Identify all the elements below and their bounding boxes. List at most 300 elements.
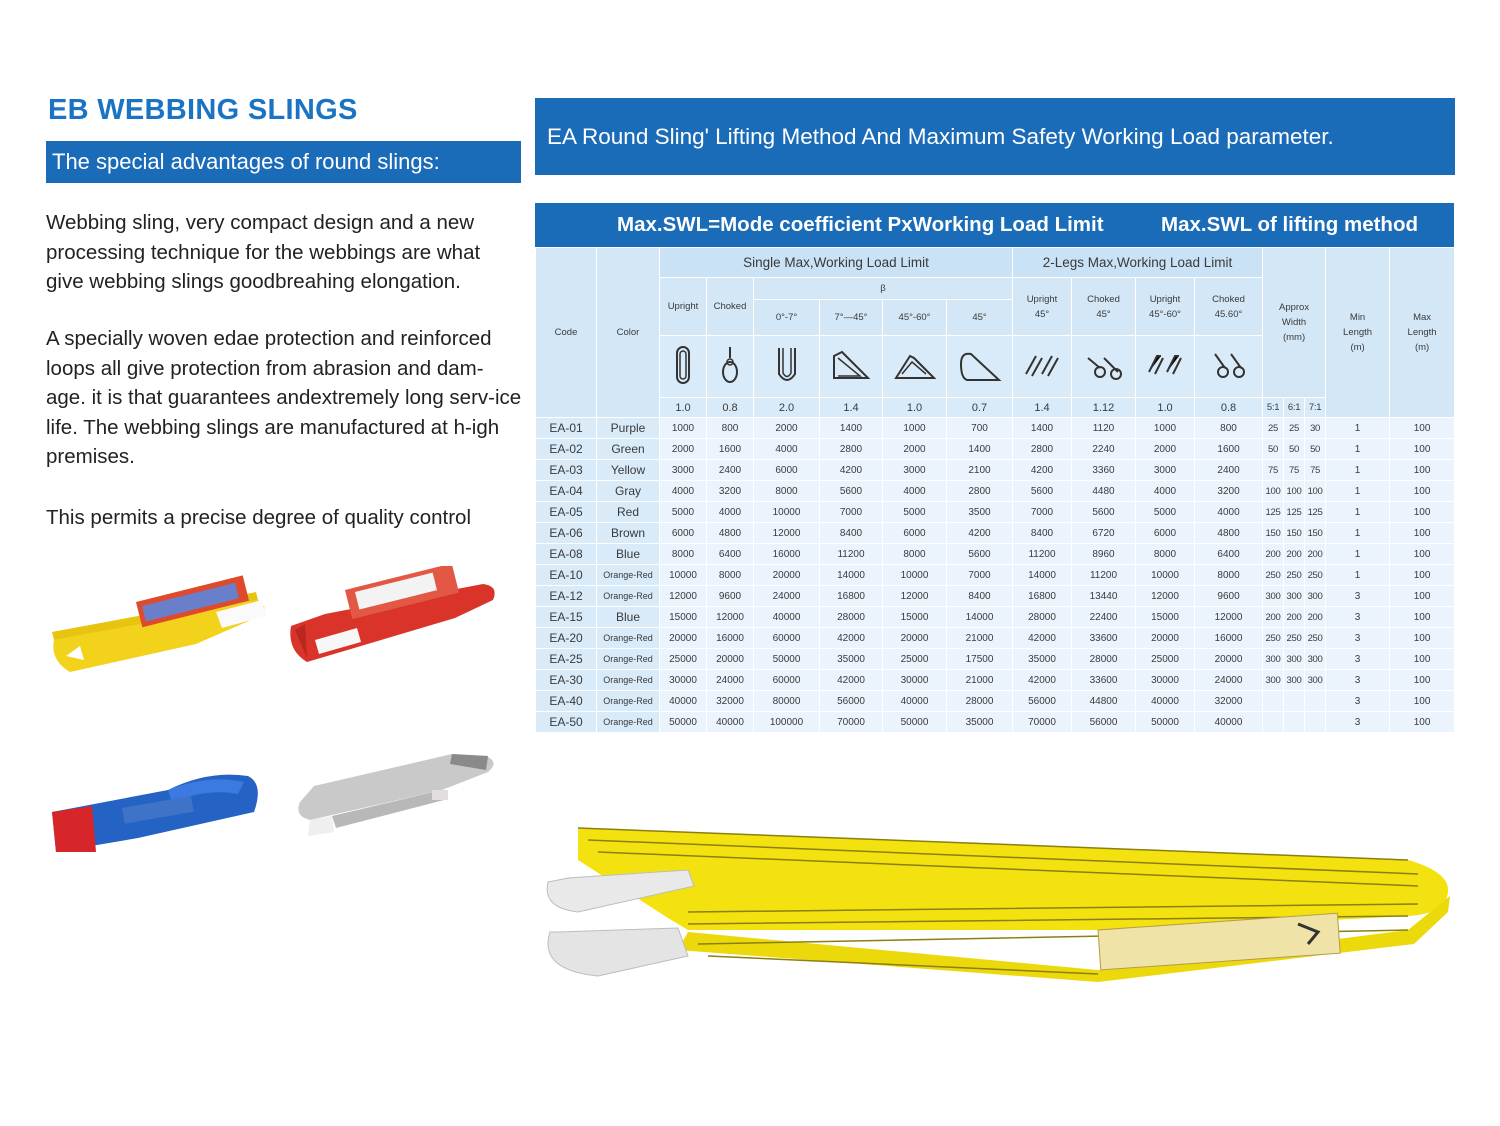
row-max-length: 100 [1390, 712, 1455, 733]
row-load-value: 12000 [1136, 586, 1195, 607]
row-width-value: 250 [1305, 565, 1326, 586]
table-row [536, 649, 1455, 670]
row-load-value: 30000 [1136, 670, 1195, 691]
row-load-value: 60000 [754, 670, 820, 691]
choked-icon [707, 336, 754, 398]
row-load-value: 16800 [820, 586, 883, 607]
row-load-value: 20000 [707, 649, 754, 670]
row-color: Orange-Red [597, 670, 660, 691]
row-load-value: 4200 [1013, 460, 1072, 481]
table-row [536, 502, 1455, 523]
row-load-value: 56000 [1013, 691, 1072, 712]
row-load-value: 1120 [1072, 418, 1136, 439]
row-min-length: 3 [1326, 607, 1390, 628]
table-row [536, 691, 1455, 712]
table-title-bar [535, 203, 1454, 247]
row-width-value: 50 [1284, 439, 1305, 460]
row-load-value: 4800 [707, 523, 754, 544]
two-leg-upright-45-60-header: Upright 45°-60° [1136, 278, 1195, 336]
col-color-header: Color [597, 248, 660, 418]
row-min-length: 3 [1326, 649, 1390, 670]
row-code: EA-50 [536, 712, 597, 733]
row-load-value: 4000 [1195, 502, 1263, 523]
row-load-value: 28000 [947, 691, 1013, 712]
min-length-header: Min Length (m) [1326, 248, 1390, 418]
row-load-value: 30000 [660, 670, 707, 691]
row-load-value: 3500 [947, 502, 1013, 523]
row-load-value: 35000 [1013, 649, 1072, 670]
row-max-length: 100 [1390, 460, 1455, 481]
row-code: EA-08 [536, 544, 597, 565]
row-code: EA-40 [536, 691, 597, 712]
row-color: Yellow [597, 460, 660, 481]
row-min-length: 1 [1326, 502, 1390, 523]
row-load-value: 20000 [883, 628, 947, 649]
approx-width-header: Approx Width (mm) [1263, 248, 1326, 398]
row-load-value: 35000 [947, 712, 1013, 733]
table-row [536, 460, 1455, 481]
row-min-length: 1 [1326, 439, 1390, 460]
row-max-length: 100 [1390, 502, 1455, 523]
row-load-value: 1600 [1195, 439, 1263, 460]
row-max-length: 100 [1390, 691, 1455, 712]
row-width-value: 300 [1305, 586, 1326, 607]
row-width-value: 200 [1263, 607, 1284, 628]
row-load-value: 24000 [707, 670, 754, 691]
table-row [536, 481, 1455, 502]
two-leg-choked-45-header: Choked 45° [1072, 278, 1136, 336]
row-load-value: 8000 [707, 565, 754, 586]
row-width-value: 150 [1284, 523, 1305, 544]
row-color: Orange-Red [597, 649, 660, 670]
row-load-value: 2400 [1195, 460, 1263, 481]
row-load-value: 6000 [754, 460, 820, 481]
row-load-value: 7000 [1013, 502, 1072, 523]
factor-two-leg-choked-45-60: 0.8 [1195, 398, 1263, 418]
row-color: Orange-Red [597, 565, 660, 586]
row-load-value: 2100 [947, 460, 1013, 481]
row-load-value: 56000 [820, 691, 883, 712]
row-load-value: 5600 [1013, 481, 1072, 502]
row-min-length: 1 [1326, 481, 1390, 502]
row-width-value: 75 [1284, 460, 1305, 481]
row-load-value: 50000 [660, 712, 707, 733]
row-load-value: 12000 [707, 607, 754, 628]
row-max-length: 100 [1390, 523, 1455, 544]
factor-upright: 1.0 [660, 398, 707, 418]
factor-0-7: 2.0 [754, 398, 820, 418]
row-color: Orange-Red [597, 628, 660, 649]
row-width-value: 100 [1284, 481, 1305, 502]
row-load-value: 8000 [1136, 544, 1195, 565]
basket-7-45-icon [820, 336, 883, 398]
row-load-value: 25000 [660, 649, 707, 670]
row-color: Orange-Red [597, 691, 660, 712]
row-load-value: 42000 [820, 670, 883, 691]
row-width-value: 150 [1305, 523, 1326, 544]
row-width-value: 75 [1305, 460, 1326, 481]
factor-choked: 0.8 [707, 398, 754, 418]
row-load-value: 3000 [1136, 460, 1195, 481]
row-load-value: 11200 [820, 544, 883, 565]
row-load-value: 1400 [820, 418, 883, 439]
row-color: Orange-Red [597, 712, 660, 733]
row-load-value: 42000 [1013, 670, 1072, 691]
row-code: EA-02 [536, 439, 597, 460]
paragraph-3: This permits a precise degree of quality control [46, 506, 472, 529]
row-width-value: 25 [1284, 418, 1305, 439]
factor-45-60: 1.0 [883, 398, 947, 418]
row-load-value: 5600 [1072, 502, 1136, 523]
row-load-value: 6000 [660, 523, 707, 544]
row-load-value: 33600 [1072, 628, 1136, 649]
row-load-value: 21000 [947, 628, 1013, 649]
row-color: Blue [597, 544, 660, 565]
row-load-value: 5000 [1136, 502, 1195, 523]
row-width-value: 250 [1305, 628, 1326, 649]
row-load-value: 5000 [883, 502, 947, 523]
row-load-value: 42000 [820, 628, 883, 649]
row-load-value: 12000 [883, 586, 947, 607]
row-load-value: 10000 [754, 502, 820, 523]
ratio-5-1: 5:1 [1263, 398, 1284, 418]
row-load-value: 40000 [707, 712, 754, 733]
load-table [535, 247, 1455, 733]
row-load-value: 28000 [1072, 649, 1136, 670]
row-code: EA-03 [536, 460, 597, 481]
row-min-length: 3 [1326, 586, 1390, 607]
basket-45-icon [947, 336, 1013, 398]
row-load-value: 2000 [660, 439, 707, 460]
basket-45-60-icon [883, 336, 947, 398]
row-width-value: 200 [1284, 607, 1305, 628]
red-sling-photo [285, 566, 497, 674]
row-load-value: 2800 [947, 481, 1013, 502]
row-load-value: 7000 [820, 502, 883, 523]
row-load-value: 800 [1195, 418, 1263, 439]
row-width-value: 250 [1284, 565, 1305, 586]
row-load-value: 13440 [1072, 586, 1136, 607]
row-load-value: 4480 [1072, 481, 1136, 502]
row-min-length: 1 [1326, 418, 1390, 439]
group-single-header: Single Max,Working Load Limit [660, 248, 1013, 278]
row-load-value: 25000 [883, 649, 947, 670]
row-load-value: 44800 [1072, 691, 1136, 712]
row-load-value: 2800 [820, 439, 883, 460]
row-width-value: 100 [1263, 481, 1284, 502]
row-load-value: 33600 [1072, 670, 1136, 691]
row-min-length: 3 [1326, 670, 1390, 691]
row-load-value: 40000 [1136, 691, 1195, 712]
row-load-value: 800 [707, 418, 754, 439]
row-load-value: 16000 [707, 628, 754, 649]
row-load-value: 8000 [1195, 565, 1263, 586]
factor-45: 0.7 [947, 398, 1013, 418]
row-load-value: 1400 [947, 439, 1013, 460]
row-load-value: 50000 [754, 649, 820, 670]
row-load-value: 22400 [1072, 607, 1136, 628]
row-load-value: 20000 [1195, 649, 1263, 670]
basket-0-7-icon [754, 336, 820, 398]
subtitle-bar: The special advantages of round slings: [46, 141, 521, 183]
row-load-value: 4000 [1136, 481, 1195, 502]
table-row [536, 586, 1455, 607]
factor-two-leg-upright-45-60: 1.0 [1136, 398, 1195, 418]
row-width-value: 125 [1284, 502, 1305, 523]
row-load-value: 17500 [947, 649, 1013, 670]
row-width-value: 300 [1263, 649, 1284, 670]
row-width-value: 250 [1263, 565, 1284, 586]
row-width-value: 250 [1284, 628, 1305, 649]
row-load-value: 2000 [1136, 439, 1195, 460]
two-leg-choked-45-icon [1072, 336, 1136, 398]
row-load-value: 4800 [1195, 523, 1263, 544]
row-load-value: 2400 [707, 460, 754, 481]
row-load-value: 8400 [1013, 523, 1072, 544]
row-max-length: 100 [1390, 586, 1455, 607]
row-code: EA-25 [536, 649, 597, 670]
table-row [536, 607, 1455, 628]
table-row [536, 544, 1455, 565]
row-load-value: 20000 [1136, 628, 1195, 649]
angle-0-7-header: 0°-7° [754, 300, 820, 336]
row-load-value: 7000 [947, 565, 1013, 586]
table-title-left: Max.SWL=Mode coefficient PxWorking Load Limit [617, 213, 1104, 236]
row-width-value: 30 [1305, 418, 1326, 439]
row-load-value: 80000 [754, 691, 820, 712]
table-title-right: Max.SWL of lifting method [1161, 213, 1418, 236]
row-max-length: 100 [1390, 649, 1455, 670]
row-width-value: 50 [1263, 439, 1284, 460]
row-load-value: 3200 [1195, 481, 1263, 502]
row-max-length: 100 [1390, 481, 1455, 502]
max-length-header: Max Length (m) [1390, 248, 1455, 418]
row-load-value: 6400 [1195, 544, 1263, 565]
table-row [536, 523, 1455, 544]
row-load-value: 40000 [883, 691, 947, 712]
two-leg-upright-45-header: Upright 45° [1013, 278, 1072, 336]
row-width-value [1305, 691, 1326, 712]
row-load-value: 42000 [1013, 628, 1072, 649]
row-load-value: 6000 [1136, 523, 1195, 544]
row-load-value: 9600 [1195, 586, 1263, 607]
row-load-value: 2000 [883, 439, 947, 460]
yellow-sling-large-photo [538, 820, 1454, 988]
upright-icon [660, 336, 707, 398]
row-width-value: 300 [1305, 649, 1326, 670]
row-load-value: 56000 [1072, 712, 1136, 733]
two-leg-choked-45-60-icon [1195, 336, 1263, 398]
upright-header: Upright [660, 278, 707, 336]
row-load-value: 11200 [1072, 565, 1136, 586]
row-load-value: 15000 [660, 607, 707, 628]
table-row [536, 670, 1455, 691]
row-load-value: 70000 [820, 712, 883, 733]
row-load-value: 3360 [1072, 460, 1136, 481]
angle-7-45-header: 7°—45° [820, 300, 883, 336]
row-load-value: 1000 [883, 418, 947, 439]
row-load-value: 8400 [820, 523, 883, 544]
row-width-value [1284, 691, 1305, 712]
angle-45-header: 45° [947, 300, 1013, 336]
group-two-legs-header: 2-Legs Max,Working Load Limit [1013, 248, 1263, 278]
row-load-value: 700 [947, 418, 1013, 439]
white-sling-photo [292, 746, 496, 846]
row-load-value: 100000 [754, 712, 820, 733]
row-load-value: 10000 [1136, 565, 1195, 586]
row-width-value: 300 [1284, 649, 1305, 670]
row-code: EA-01 [536, 418, 597, 439]
row-width-value: 25 [1263, 418, 1284, 439]
col-code-header: Code [536, 248, 597, 418]
row-load-value: 40000 [660, 691, 707, 712]
row-load-value: 5600 [947, 544, 1013, 565]
row-load-value: 10000 [660, 565, 707, 586]
row-load-value: 21000 [947, 670, 1013, 691]
row-min-length: 1 [1326, 523, 1390, 544]
row-min-length: 3 [1326, 712, 1390, 733]
row-load-value: 8000 [660, 544, 707, 565]
row-load-value: 6000 [883, 523, 947, 544]
row-color: Brown [597, 523, 660, 544]
row-max-length: 100 [1390, 439, 1455, 460]
row-width-value: 100 [1305, 481, 1326, 502]
row-width-value [1305, 712, 1326, 733]
row-load-value: 12000 [1195, 607, 1263, 628]
row-load-value: 15000 [883, 607, 947, 628]
row-width-value: 50 [1305, 439, 1326, 460]
row-load-value: 28000 [820, 607, 883, 628]
row-min-length: 3 [1326, 691, 1390, 712]
two-leg-upright-45-60-icon [1136, 336, 1195, 398]
row-max-length: 100 [1390, 607, 1455, 628]
row-max-length: 100 [1390, 565, 1455, 586]
row-load-value: 1400 [1013, 418, 1072, 439]
row-load-value: 24000 [1195, 670, 1263, 691]
row-load-value: 40000 [1195, 712, 1263, 733]
page-title: EB WEBBING SLINGS [48, 94, 358, 126]
row-width-value [1263, 691, 1284, 712]
row-code: EA-20 [536, 628, 597, 649]
row-width-value: 300 [1263, 586, 1284, 607]
table-row [536, 712, 1455, 733]
row-load-value: 14000 [1013, 565, 1072, 586]
row-load-value: 6720 [1072, 523, 1136, 544]
row-load-value: 8400 [947, 586, 1013, 607]
row-load-value: 8960 [1072, 544, 1136, 565]
row-load-value: 6400 [707, 544, 754, 565]
row-width-value: 200 [1284, 544, 1305, 565]
table-row [536, 439, 1455, 460]
row-load-value: 20000 [660, 628, 707, 649]
row-min-length: 3 [1326, 628, 1390, 649]
row-load-value: 8000 [883, 544, 947, 565]
row-load-value: 15000 [1136, 607, 1195, 628]
row-load-value: 3200 [707, 481, 754, 502]
row-load-value: 60000 [754, 628, 820, 649]
row-load-value: 5600 [820, 481, 883, 502]
row-load-value: 25000 [1136, 649, 1195, 670]
row-max-length: 100 [1390, 544, 1455, 565]
row-load-value: 50000 [1136, 712, 1195, 733]
row-load-value: 28000 [1013, 607, 1072, 628]
table-row [536, 628, 1455, 649]
row-load-value: 30000 [883, 670, 947, 691]
row-load-value: 2000 [754, 418, 820, 439]
row-load-value: 4000 [707, 502, 754, 523]
row-width-value: 300 [1284, 670, 1305, 691]
row-load-value: 2800 [1013, 439, 1072, 460]
row-load-value: 14000 [820, 565, 883, 586]
row-width-value: 300 [1305, 670, 1326, 691]
paragraph-1: Webbing sling, very compact design and a new processing technique for the webbings are what give webbing slings goodbreahing elongation. [46, 211, 481, 293]
row-code: EA-06 [536, 523, 597, 544]
factor-two-leg-upright-45: 1.4 [1013, 398, 1072, 418]
row-width-value [1284, 712, 1305, 733]
row-code: EA-12 [536, 586, 597, 607]
row-load-value: 4000 [754, 439, 820, 460]
row-color: Purple [597, 418, 660, 439]
row-load-value: 4200 [820, 460, 883, 481]
beta-header: β [754, 278, 1013, 300]
row-load-value: 2240 [1072, 439, 1136, 460]
row-load-value: 40000 [754, 607, 820, 628]
angle-45-60-header: 45°-60° [883, 300, 947, 336]
row-color: Red [597, 502, 660, 523]
row-load-value: 3000 [883, 460, 947, 481]
row-load-value: 14000 [947, 607, 1013, 628]
row-load-value: 10000 [883, 565, 947, 586]
row-load-value: 4000 [660, 481, 707, 502]
yellow-sling-photo [46, 572, 272, 684]
row-width-value: 300 [1284, 586, 1305, 607]
row-load-value: 50000 [883, 712, 947, 733]
two-leg-upright-45-icon [1013, 336, 1072, 398]
row-width-value: 125 [1305, 502, 1326, 523]
row-width-value: 125 [1263, 502, 1284, 523]
row-load-value: 32000 [1195, 691, 1263, 712]
row-load-value: 4200 [947, 523, 1013, 544]
row-width-value: 250 [1263, 628, 1284, 649]
row-load-value: 16000 [1195, 628, 1263, 649]
row-width-value: 200 [1305, 607, 1326, 628]
two-leg-choked-45-60-header: Choked 45.60° [1195, 278, 1263, 336]
row-load-value: 16000 [754, 544, 820, 565]
row-code: EA-30 [536, 670, 597, 691]
row-load-value: 32000 [707, 691, 754, 712]
row-color: Blue [597, 607, 660, 628]
ratio-7-1: 7:1 [1305, 398, 1326, 418]
ratio-6-1: 6:1 [1284, 398, 1305, 418]
row-load-value: 12000 [754, 523, 820, 544]
row-width-value: 200 [1305, 544, 1326, 565]
row-load-value: 35000 [820, 649, 883, 670]
row-max-length: 100 [1390, 418, 1455, 439]
row-load-value: 3000 [660, 460, 707, 481]
row-width-value: 75 [1263, 460, 1284, 481]
row-color: Green [597, 439, 660, 460]
row-min-length: 1 [1326, 544, 1390, 565]
row-width-value: 200 [1263, 544, 1284, 565]
row-min-length: 1 [1326, 460, 1390, 481]
factor-two-leg-choked-45: 1.12 [1072, 398, 1136, 418]
row-load-value: 20000 [754, 565, 820, 586]
row-load-value: 16800 [1013, 586, 1072, 607]
row-width-value: 300 [1263, 670, 1284, 691]
table-row [536, 418, 1455, 439]
row-load-value: 11200 [1013, 544, 1072, 565]
factor-7-45: 1.4 [820, 398, 883, 418]
